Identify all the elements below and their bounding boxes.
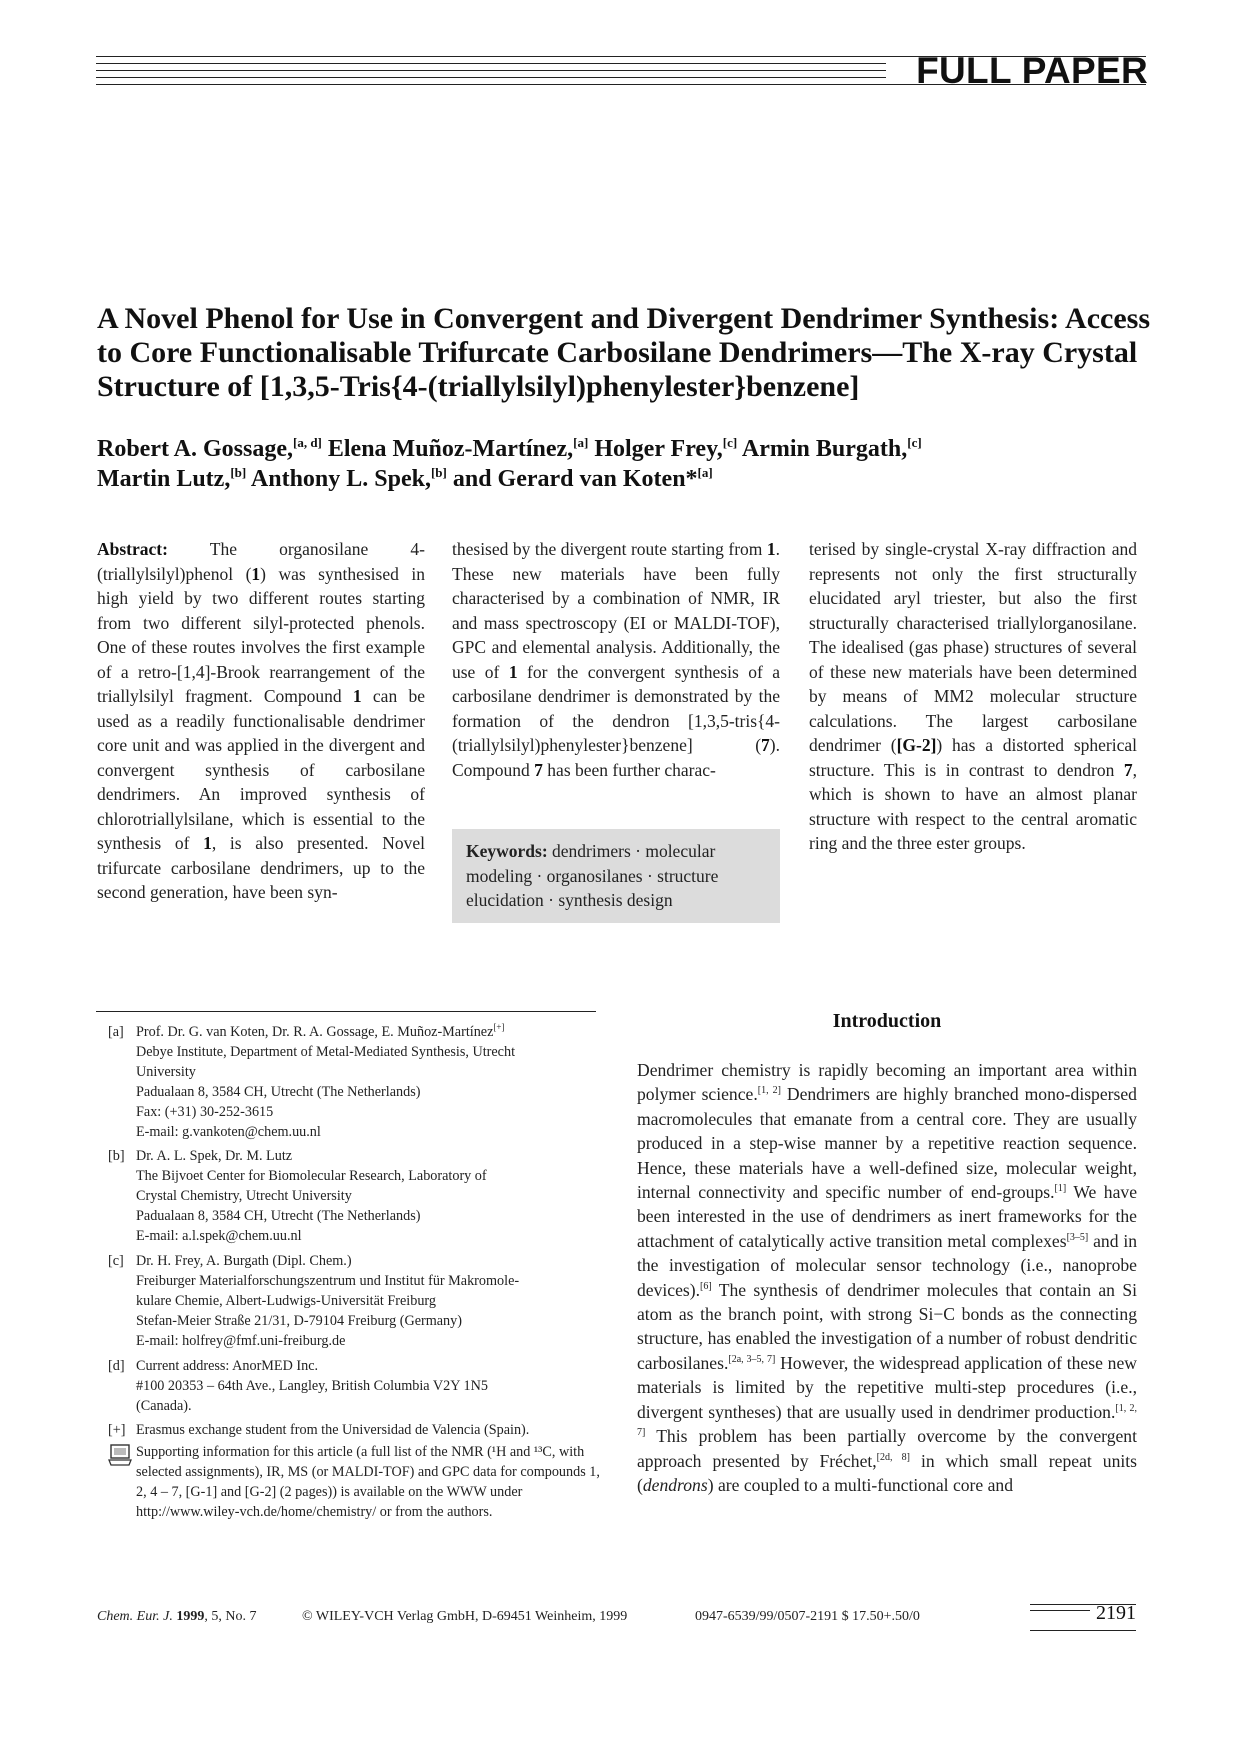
compound-ref: 1 (352, 686, 362, 706)
affiliation-line: Padualaan 8, 3584 CH, Utrecht (The Netherlands) (136, 1208, 421, 1224)
introduction-text (637, 1058, 1137, 1497)
keywords-label: Keywords: (466, 841, 548, 861)
compound-ref: 7 (534, 759, 543, 780)
author: Anthony L. Spek, (250, 466, 431, 492)
abstract-text: for the convergent synthesis of a carbosilane dendrimer is demonstrated by the formation of the dendron [1,3,5-tris{4-(triallylsilyl)phenylester}benzene] ( (452, 661, 780, 755)
keywords-box (452, 829, 780, 923)
intro-text: in which small repeat units ( (637, 1450, 1137, 1495)
abstract-text: The organosilane 4-(triallylsilyl)phenol ( (97, 539, 425, 584)
abstract-label: Abstract: (97, 539, 168, 559)
abstract-text: ). Compound (452, 735, 780, 780)
intro-text: We have been interested in the use of dendrimers as inert frameworks for the attachment of catalytically active transition metal complexes (637, 1182, 1138, 1251)
author-affiliation: [a] (697, 465, 713, 480)
affiliation-line: Stefan-Meier Straße 21/31, D-79104 Freiburg (Germany) (136, 1313, 462, 1329)
citation: [2d, 8] (876, 1451, 910, 1463)
abstract-text: ) has a distorted spherical structure. This is in contrast to dendron (809, 735, 1137, 780)
intro-text: This problem has been partially overcome by the convergent approach presented by Fréchet, (637, 1426, 1137, 1471)
author-list (97, 434, 1157, 494)
intro-text: Dendrimer chemistry is rapidly becoming an important area within polymer science. (637, 1060, 1137, 1105)
journal-volume: , 5, No. 7 (204, 1609, 257, 1624)
abstract-text: , is also presented. Novel trifurcate carbosilane dendrimers, up to the second generation, have been syn- (97, 833, 425, 902)
affiliation-line: Debye Institute, Department of Metal-Mediated Synthesis, Utrecht (136, 1044, 516, 1060)
supporting-info-text: Supporting information for this article (a full list of the NMR (¹H and ¹³C, with selected assignments), IR, MS (or MALDI-TOF) and GPC data for compounds 1, 2, 4 – 7, [G-1] and [G-2] (2 pages)) is available on the WWW under http://www.wiley-vch.de/home/chemistry/ or from the authors. (136, 1444, 600, 1520)
author: Armin Burgath, (741, 436, 908, 462)
affiliation-name: Dr. H. Frey, A. Burgath (Dipl. Chem.) (136, 1253, 352, 1269)
affiliation-line: Crystal Chemistry, Utrecht University (136, 1188, 352, 1204)
citation: [1, 2, 7] (637, 1402, 1137, 1439)
author-affiliation: [b] (230, 465, 247, 480)
journal-citation (97, 1609, 256, 1625)
affiliation-line: kulare Chemie, Albert-Ludwigs-Universität Freiburg (136, 1293, 436, 1309)
affiliation-name: Dr. A. L. Spek, Dr. M. Lutz (136, 1148, 293, 1164)
affiliation-email: E-mail: holfrey@fmf.uni-freiburg.de (136, 1333, 346, 1349)
author: Elena Muñoz-Martínez, (327, 436, 574, 462)
intro-text: Dendrimers are highly branched mono-dispersed macromolecules that emanate from a central core. They are usually produced in a step-wise manner by a repetitive reaction sequence. Hence, these materials have a well-defined size, molecular weight, internal connectivity and specific number of end-groups. (637, 1084, 1137, 1203)
compound-ref: 1 (251, 563, 261, 584)
affiliation-name: Erasmus exchange student from the Universidad de Valencia (Spain). (136, 1422, 530, 1438)
author-affiliation: [b] (430, 465, 447, 480)
header-rule-2 (96, 63, 886, 64)
author-affiliation: [c] (907, 435, 922, 450)
journal-year: 1999 (176, 1609, 205, 1624)
affiliation-line: University (136, 1064, 196, 1080)
intro-text: The synthesis of dendrimer molecules that contain an Si atom as the branch point, with strong Si−C bonds as the connecting structure, has enabled the investigation of a number of robust dendritic carbosilanes. (637, 1279, 1137, 1373)
affiliation-tag: [b] (108, 1148, 125, 1164)
affiliation-c (108, 1251, 600, 1351)
author: Robert A. Gossage, (97, 436, 293, 462)
keywords-text: dendrimers · molecular modeling · organosilanes · structure elucidation · synthesis design (466, 841, 719, 910)
page-number-rule (1030, 1630, 1136, 1631)
citation: [6] (700, 1280, 712, 1292)
affiliation-tag: [+] (108, 1422, 126, 1438)
section-label: FULL PAPER (916, 50, 1148, 91)
abstract-column-3 (809, 537, 1137, 856)
supporting-information (108, 1442, 600, 1522)
abstract-text: has been further charac- (542, 759, 716, 780)
affiliation-name: Prof. Dr. G. van Koten, Dr. R. A. Gossage, E. Muñoz-Martínez (136, 1024, 494, 1040)
affiliation-line: Fax: (+31) 30-252-3615 (136, 1104, 274, 1120)
compound-ref: 7 (761, 735, 770, 755)
affiliation-tag: [d] (108, 1358, 125, 1374)
page-number-rule (1030, 1610, 1090, 1611)
abstract-text: ) was synthesised in high yield by two different routes starting from two different silyl-protected phenols. One of these routes involves the first example of a retro-[1,4]-Brook rearrangement of the triallylsilyl fragment. Compound (97, 563, 425, 706)
abstract-text: can be used as a readily functionalisable dendrimer core unit and was applied in the divergent and convergent synthesis of carbosilane dendrimers. An improved synthesis of chlorotriallylsilane, which is essential to the synthesis of (97, 686, 425, 853)
abstract-column-1 (97, 537, 425, 905)
citation: [3–5] (1066, 1231, 1089, 1243)
compound-ref: 1 (203, 833, 212, 853)
affiliation-tag: [c] (108, 1253, 124, 1269)
affiliation-line: Freiburger Materialforschungszentrum und Institut für Makromole- (136, 1273, 520, 1289)
paper-title: A Novel Phenol for Use in Convergent and Divergent Dendrimer Synthesis: Access to Core Functionalisable Trifurcate Carbosilane Dendrimers—The X-ray Crystal Structure of [1,3,5-Tris{4-(triallylsilyl)phenylester}benzene] (97, 302, 1150, 403)
abstract-text: terised by single-crystal X-ray diffraction and represents not only the first structurally elucidated aryl triester, but also the first structurally characterised triallylorganosilane. The idealised (gas phase) structures of several of these new materials have been determined by means of MM2 molecular structure calculations. The largest carbosilane dendrimer ( (809, 539, 1137, 755)
affiliation-email: E-mail: a.l.spek@chem.uu.nl (136, 1228, 302, 1244)
abstract-text: thesised by the divergent route starting from (452, 539, 767, 559)
footnote-rule (96, 1011, 596, 1012)
affiliation-a (108, 1022, 600, 1142)
author: and Gerard van Koten* (452, 466, 698, 492)
citation: [2a, 3–5, 7] (728, 1353, 776, 1365)
author: Martin Lutz, (97, 466, 231, 492)
affiliation-name: Current address: AnorMED Inc. (136, 1358, 319, 1374)
compound-ref: 1 (508, 661, 518, 682)
compound-ref: [G-2] (896, 735, 937, 755)
author-affiliation: [c] (722, 435, 738, 450)
header-rule-3 (96, 70, 886, 71)
header-rule-4 (96, 77, 886, 78)
affiliation-tag: [a] (108, 1024, 124, 1040)
compound-ref: 1 (766, 539, 776, 559)
affiliation-line: The Bijvoet Center for Biomolecular Research, Laboratory of (136, 1168, 487, 1184)
compound-ref: 7 (1123, 759, 1133, 780)
publisher-line: © WILEY-VCH Verlag GmbH, D-69451 Weinheim, 1999 (302, 1609, 628, 1624)
abstract-text: , which is shown to have an almost planar structure with respect to the central aromatic ring and the three ester groups. (809, 759, 1137, 853)
affiliation-b (108, 1146, 600, 1246)
affiliation-line: #100 20353 – 64th Ave., Langley, British Columbia V2Y 1N5 (136, 1378, 488, 1394)
abstract-column-2 (452, 537, 780, 782)
intro-text: However, the widespread application of these new materials is limited by the repetitive multi-step procedures (i.e., divergent syntheses) that are usually used in dendrimer production. (637, 1352, 1137, 1422)
affiliation-d (108, 1356, 600, 1416)
page-number: 2191 (1096, 1602, 1136, 1624)
author: Holger Frey, (594, 436, 723, 462)
citation: [1, 2] (757, 1085, 781, 1097)
affiliation-line: Padualaan 8, 3584 CH, Utrecht (The Netherlands) (136, 1084, 421, 1100)
article-code: 0947-6539/99/0507-2191 $ 17.50+.50/0 (695, 1609, 920, 1624)
affiliation-line: (Canada). (136, 1398, 192, 1414)
journal-name: Chem. Eur. J. (97, 1609, 173, 1624)
author-affiliation: [a, d] (292, 435, 322, 450)
intro-italic: dendrons (642, 1474, 708, 1495)
affiliation-mark: [+] (493, 1022, 505, 1032)
intro-text: ) are coupled to a multi-functional core and (707, 1474, 1014, 1495)
introduction-heading: Introduction (832, 1010, 942, 1032)
computer-icon (108, 1444, 132, 1472)
citation: [1] (1054, 1183, 1067, 1195)
affiliation-erasmus (108, 1420, 600, 1440)
intro-text: and in the investigation of molecular sensor technology (i.e., nanoprobe devices). (637, 1230, 1138, 1300)
abstract-text: . These new materials have been fully characterised by a combination of NMR, IR and mass spectroscopy (EI or MALDI-TOF), GPC and elemental analysis. Additionally, the use of (452, 539, 780, 682)
author-affiliation: [a] (573, 435, 589, 450)
affiliation-email: E-mail: g.vankoten@chem.uu.nl (136, 1124, 321, 1140)
